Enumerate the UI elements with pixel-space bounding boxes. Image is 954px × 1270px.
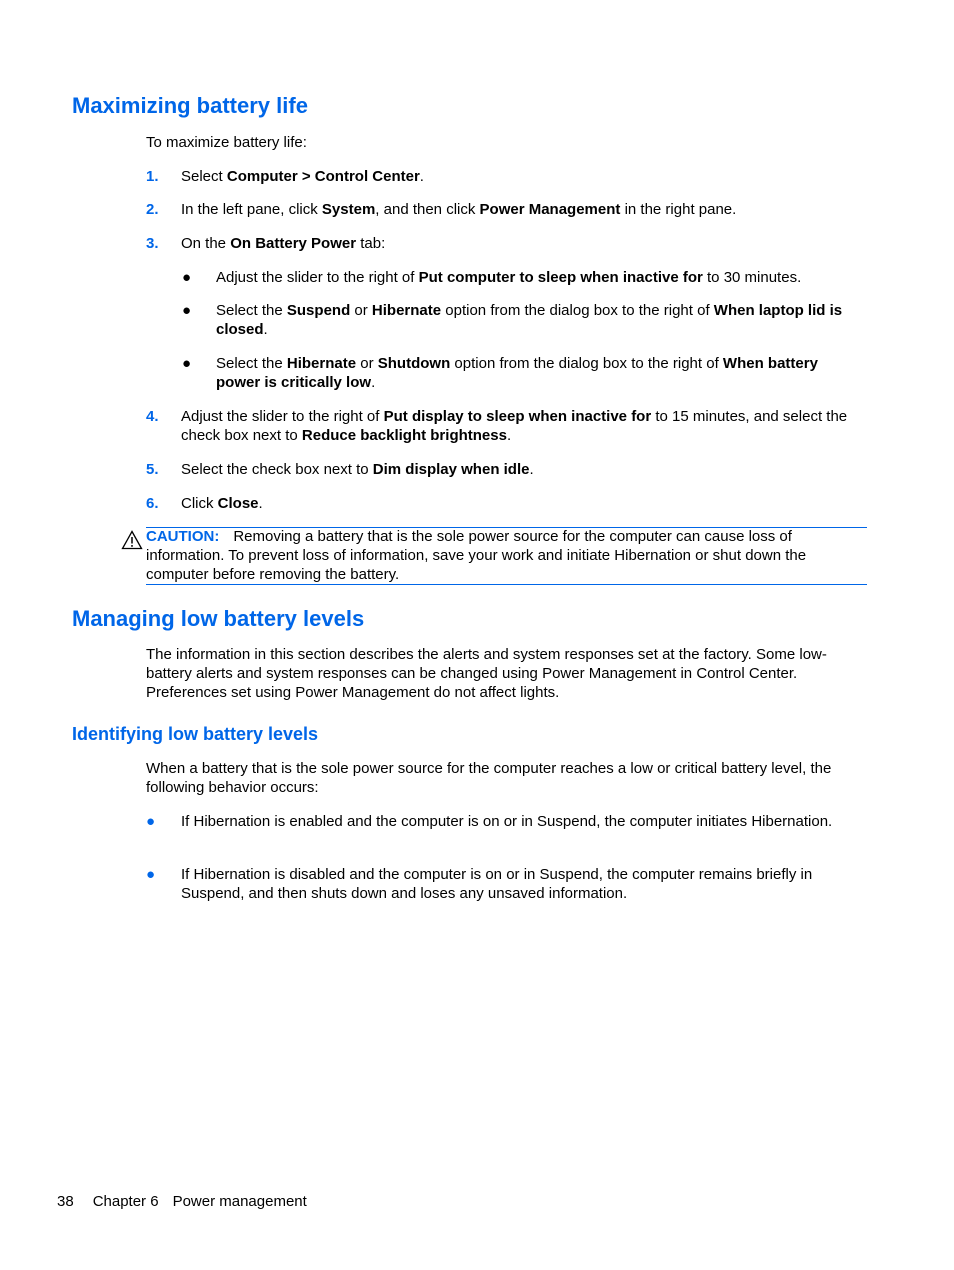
- chapter-label: Chapter 6: [92, 1193, 159, 1210]
- section-body: The information in this section describes the alerts and system responses set at the factory. Some low-battery alerts and system responses can be changed using Power Management in Control Center. Preferences set using Power Management do not affect lights.: [146, 646, 827, 701]
- bullet-icon: ●: [146, 866, 156, 883]
- ui-term: System: [321, 201, 376, 218]
- ui-term: Hibernate: [371, 302, 442, 319]
- bullet-icon: ●: [146, 813, 156, 830]
- ui-term: Put computer to sleep when inactive for: [418, 269, 703, 286]
- ui-term: Shutdown: [377, 355, 451, 372]
- list-item: If Hibernation is disabled and the computer is on or in Suspend, the computer remains briefly in Suspend, and then shuts down and loses any unsaved information.: [181, 866, 813, 902]
- section-heading-managing: Managing low battery levels: [72, 606, 365, 631]
- caution-label: CAUTION:: [146, 528, 220, 545]
- ui-term: Hibernate: [286, 355, 357, 372]
- ui-term: Close: [217, 495, 259, 512]
- substep-text: Adjust the slider to the right of Put computer to sleep when inactive for to 30 minutes.: [216, 269, 802, 286]
- step-text: Select the check box next to Dim display when idle.: [181, 461, 534, 478]
- section-body: When a battery that is the sole power source for the computer reaches a low or critical battery level, the following behavior occurs:: [146, 760, 832, 796]
- section-heading-identifying: Identifying low battery levels: [72, 724, 319, 744]
- substep-text: Select the Hibernate or Shutdown option from the dialog box to the right of When battery power is critically low.: [216, 355, 818, 391]
- ui-term: Dim display when idle: [372, 461, 530, 478]
- bullet-icon: ●: [182, 355, 192, 372]
- step-number: 4.: [146, 408, 159, 425]
- bullet-icon: ●: [182, 302, 192, 319]
- ui-term: Reduce backlight brightness: [301, 427, 507, 444]
- step-number: 3.: [146, 235, 159, 252]
- intro-text: To maximize battery life:: [146, 134, 307, 151]
- chapter-title: Power management: [172, 1193, 307, 1210]
- ui-term: When laptop lid is closed: [216, 302, 843, 338]
- list-item: If Hibernation is enabled and the computer is on or in Suspend, the computer initiates Hibernation.: [181, 813, 833, 830]
- ui-term: Suspend: [286, 302, 351, 319]
- warning-icon: [121, 530, 143, 550]
- caution-text-block: [146, 527, 867, 584]
- substep-text: Select the Suspend or Hibernate option from the dialog box to the right of When laptop lid is closed.: [216, 302, 843, 338]
- step-number: 5.: [146, 461, 159, 478]
- step-text: In the left pane, click System, and then click Power Management in the right pane.: [181, 201, 737, 218]
- ui-term: When battery power is critically low: [216, 355, 818, 391]
- ui-term: Power Management: [479, 201, 621, 218]
- ui-term: On Battery Power: [230, 235, 357, 252]
- page-footer: [57, 1192, 307, 1211]
- section-heading-maximizing: Maximizing battery life: [72, 93, 308, 118]
- step-text: Click Close.: [181, 495, 263, 512]
- step-text: On the On Battery Power tab:: [181, 235, 386, 252]
- ui-term: Put display to sleep when inactive for: [383, 408, 652, 425]
- ui-term: Computer > Control Center: [226, 168, 420, 185]
- step-number: 1.: [146, 168, 159, 185]
- step-number: 2.: [146, 201, 159, 218]
- step-number: 6.: [146, 495, 159, 512]
- bullet-icon: ●: [182, 269, 192, 286]
- caution-text: Removing a battery that is the sole power source for the computer can cause loss of information. To prevent loss of information, save your work and initiate Hibernation or shut down the computer before removing the battery.: [146, 528, 807, 583]
- page-number: 38: [57, 1193, 74, 1210]
- step-text: Adjust the slider to the right of Put display to sleep when inactive for to 15 minutes, and select the check box next to Reduce backlight brightness.: [181, 408, 848, 444]
- step-text: Select Computer > Control Center.: [181, 168, 424, 185]
